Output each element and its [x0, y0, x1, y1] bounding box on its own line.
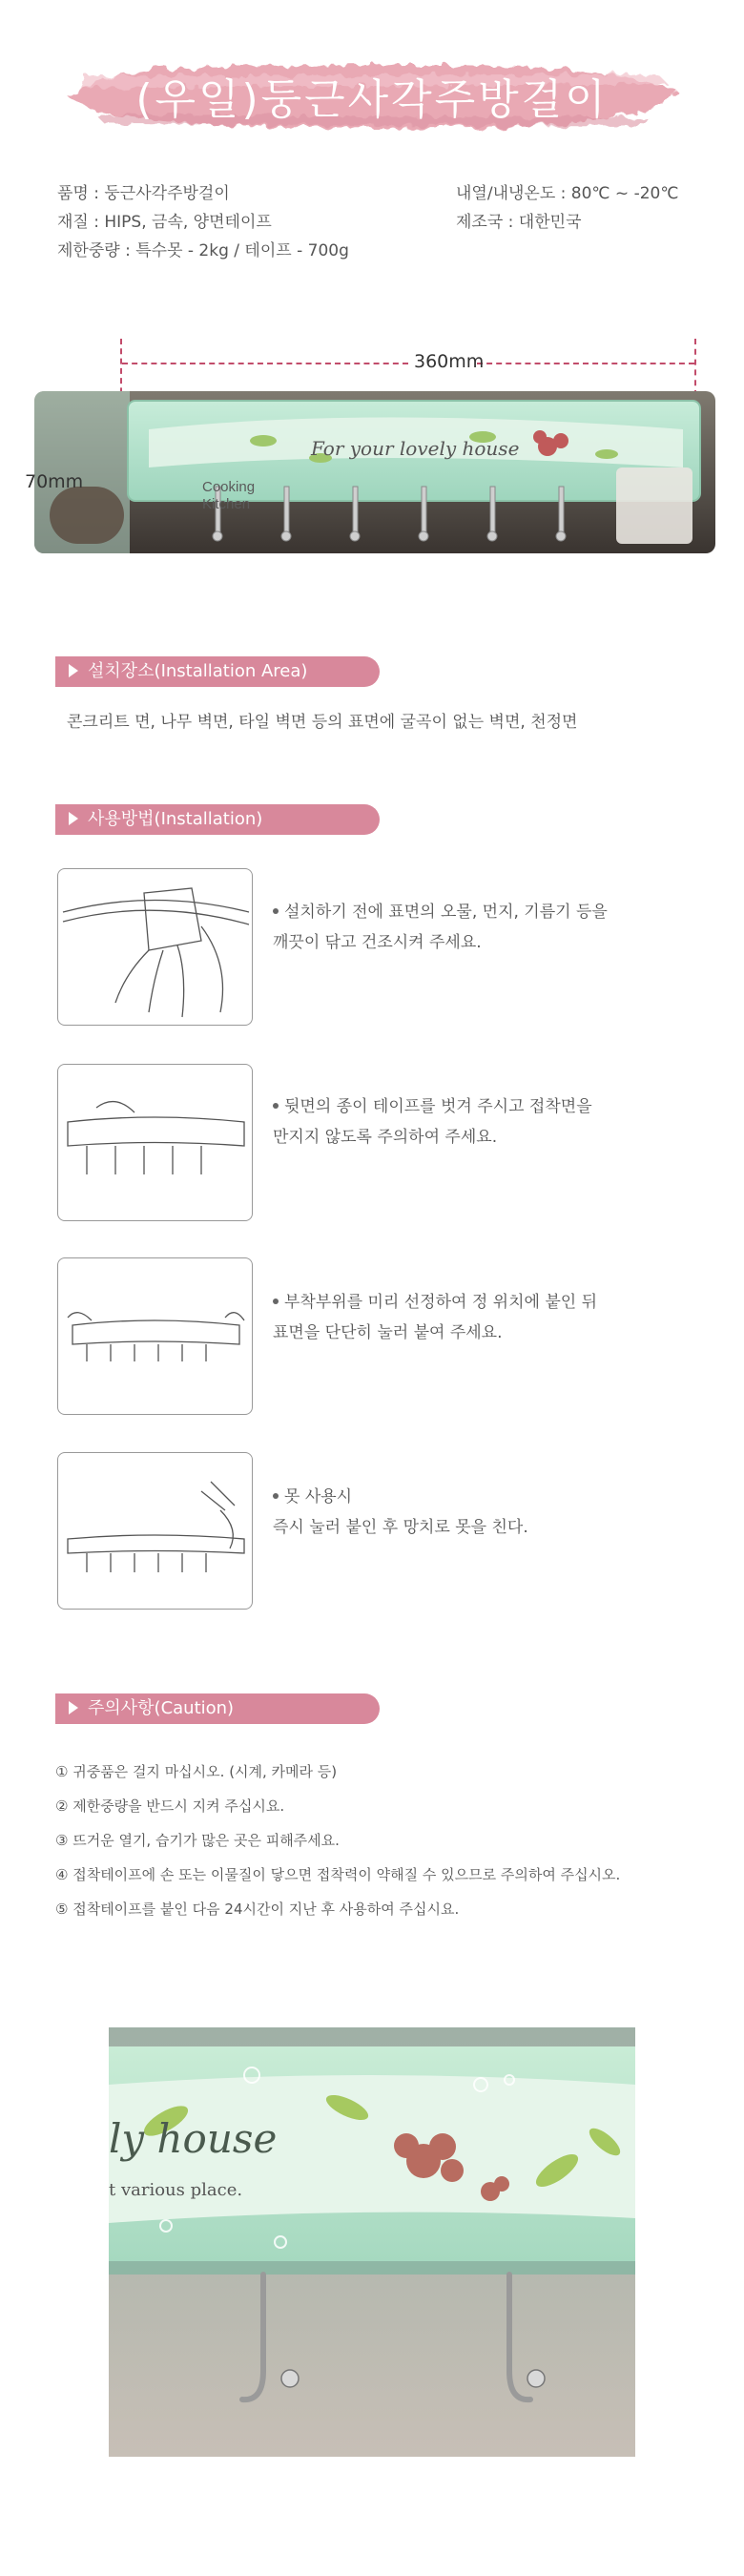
step-4-text: 못 사용시 즉시 눌러 붙인 후 망치로 못을 친다. [273, 1487, 528, 1537]
step-illustration-peel [57, 1064, 253, 1221]
product-photo [34, 391, 715, 553]
dimension-width-line-left [122, 363, 408, 364]
section-header-caution: 주의사항(Caution) [55, 1693, 380, 1724]
spec-material: 재질 : HIPS, 금속, 양면테이프 [57, 213, 272, 232]
step-3-text: 부착부위를 미리 선정하여 정 위치에 붙인 뒤 표면을 단단히 눌러 붙여 주세요. [273, 1293, 598, 1342]
spec-heat: 내열/내냉온도 : 80℃ ~ -20℃ [456, 184, 679, 203]
title-banner [57, 38, 687, 153]
dimension-line-right [694, 339, 696, 396]
step-illustration-hammer [57, 1452, 253, 1610]
step-illustration-press [57, 1257, 253, 1415]
bullet-icon [273, 908, 279, 914]
installation-area-text: 콘크리트 면, 나무 벽면, 타일 벽면 등의 표면에 굴곡이 없는 벽면, 천정면 [67, 713, 578, 732]
height-label: 70mm [25, 471, 84, 492]
product-banner-text: For your lovely house [311, 437, 520, 460]
closeup-subtext: t various place. [109, 2180, 243, 2200]
triangle-icon [69, 1701, 78, 1714]
width-label: 360mm [414, 351, 485, 372]
caution-item: ① 귀중품은 걸지 마십시오. (시계, 카메라 등) [55, 1763, 338, 1780]
caution-item: ⑤ 접착테이프를 붙인 다음 24시간이 지난 후 사용하여 주십시요. [55, 1901, 460, 1918]
spec-weight: 제한중량 : 특수못 - 2kg / 테이프 - 700g [57, 241, 349, 260]
caution-item: ③ 뜨거운 열기, 습기가 많은 곳은 피해주세요. [55, 1832, 340, 1849]
caution-item: ② 제한중량을 반드시 지켜 주십시요. [55, 1797, 285, 1815]
closeup-photo [109, 2027, 635, 2457]
section-header-area: 설치장소(Installation Area) [55, 656, 380, 687]
step-1-text: 설치하기 전에 표면의 오물, 먼지, 기름기 등을 깨끗이 닦고 건조시켜 주세요. [273, 903, 608, 952]
bullet-icon [273, 1493, 279, 1499]
triangle-icon [69, 812, 78, 825]
spec-name: 품명 : 둥근사각주방걸이 [57, 184, 230, 203]
dimension-width-line-right [477, 363, 694, 364]
page-title: (우일)둥근사각주방걸이 [135, 75, 609, 124]
step-2-text: 뒷면의 종이 테이프를 벗겨 주시고 접착면을 만지지 않도록 주의하여 주세요. [273, 1097, 592, 1147]
section-header-installation: 사용방법(Installation) [55, 804, 380, 835]
closeup-script-text: ly house [109, 2115, 278, 2162]
caution-item: ④ 접착테이프에 손 또는 이물질이 닿으면 접착력이 약해질 수 있으므로 주의하여 주십시오. [55, 1866, 621, 1883]
step-illustration-wipe [57, 868, 253, 1026]
spec-origin: 제조국 : 대한민국 [456, 213, 582, 232]
product-side-text: Cooking Kitchen [202, 479, 256, 512]
triangle-icon [69, 664, 78, 677]
bullet-icon [273, 1298, 279, 1304]
bullet-icon [273, 1103, 279, 1109]
